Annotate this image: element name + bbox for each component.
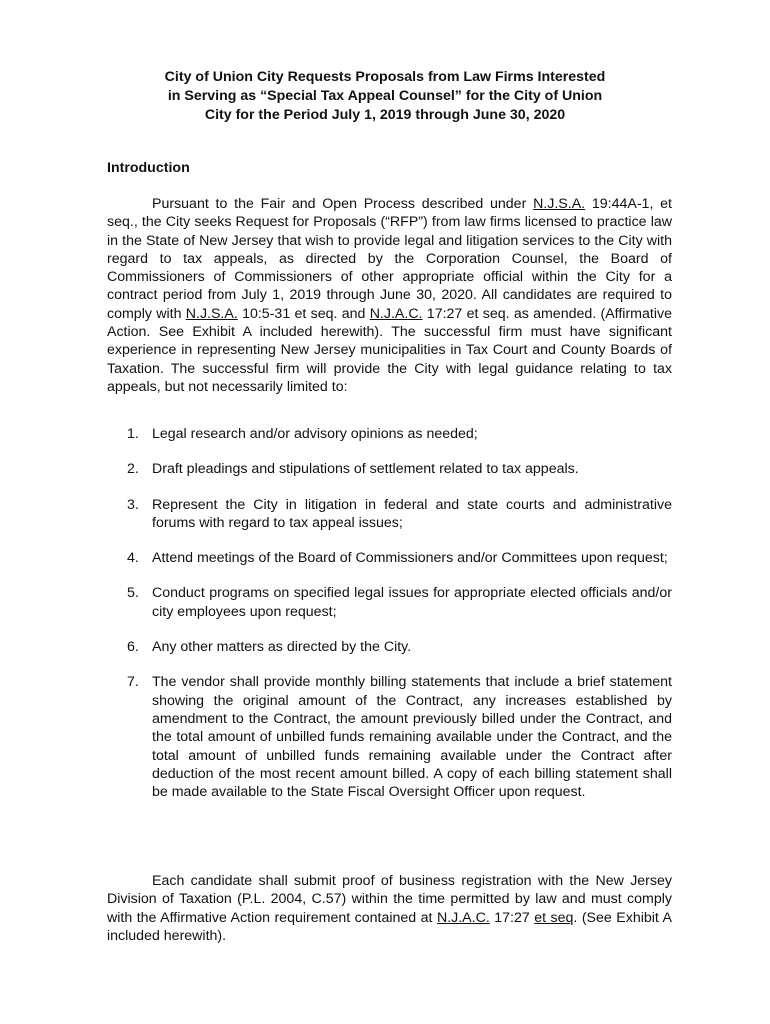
list-item xyxy=(107,638,672,656)
list-item xyxy=(107,460,672,478)
list-item xyxy=(107,673,672,801)
list-item-text: Represent the City in litigation in federal and state courts and administrative forums with regard to tax appeal issues; xyxy=(152,496,672,531)
list-item-text: The vendor shall provide monthly billing statements that include a brief statement showing the original amount of the Contract, any increases established by amendment to the Contract, the amount previously billed under the Contract, and the total amount of unbilled funds remaining available under the Contract, and the total amount of unbilled funds remaining available under the Contract after deduction of the most recent amount billed. A copy of each billing statement shall be made available to the State Fiscal Oversight Officer upon request. xyxy=(152,674,672,801)
title-line-1: City of Union City Requests Proposals from Law Firms Interested xyxy=(164,69,606,85)
closing-text-2: 17:27 xyxy=(489,909,535,926)
list-item-number: 3. xyxy=(127,496,139,513)
list-item xyxy=(107,549,672,567)
list-item-text: Legal research and/or advisory opinions as needed; xyxy=(152,426,478,442)
intro-text-2: 19:44A-1, et seq., the City seeks Request for Proposals (“RFP”) from law firms licensed to practice law in the State of New Jersey that wish to provide legal and litigation services to the City with regard to tax appeals, as directed by the Corporation Counsel, the Board of Commissioners of Commissioners of other appropriate official within the City for a contract period from July 1, 2019 through June 30, 2020. All candidates are required to comply with xyxy=(107,196,672,322)
intro-paragraph xyxy=(107,195,672,396)
closing-text-1: Each candidate shall submit proof of business registration with the New Jersey Division of Taxation (P.L. 2004, C.57) within the time permitted by law and must comply with the Affirmative Action requirement contained at xyxy=(107,873,672,926)
closing-text-3: . (See Exhibit A included herewith). xyxy=(107,909,673,944)
statute-reference: N.J.A.C. xyxy=(369,305,423,322)
list-item xyxy=(107,496,672,533)
list-item-number: 1. xyxy=(127,426,139,442)
closing-paragraph xyxy=(107,872,672,945)
list-item-text: Any other matters as directed by the City. xyxy=(152,639,412,656)
list-item-number: 2. xyxy=(127,461,139,478)
list-item-number: 7. xyxy=(127,674,139,691)
list-item-number: 6. xyxy=(127,639,139,656)
section-heading-introduction: Introduction xyxy=(107,160,190,176)
title-line-3: City for the Period July 1, 2019 through June 30, 2020 xyxy=(204,107,566,123)
list-item-text: Conduct programs on specified legal issues for appropriate elected officials and/or city employees upon request; xyxy=(152,585,672,620)
list-item-text: Attend meetings of the Board of Commissioners and/or Committees upon request; xyxy=(152,550,668,567)
title-line-2: in Serving as “Special Tax Appeal Counsel” for the City of Union xyxy=(167,88,603,104)
services-list xyxy=(107,425,672,818)
statute-reference: N.J.S.A. xyxy=(185,305,238,322)
document-title xyxy=(100,68,670,125)
intro-text-1: Pursuant to the Fair and Open Process described under xyxy=(152,196,534,212)
list-item-number: 4. xyxy=(127,550,139,567)
list-item xyxy=(107,584,672,621)
statute-reference: N.J.S.A. xyxy=(533,196,586,212)
statute-reference: N.J.A.C. xyxy=(436,909,490,926)
list-item-number: 5. xyxy=(127,585,139,602)
intro-text-4: 17:27 et seq. as amended. (Affirmative Action. See Exhibit A included herewith). The successful firm must have significant experience in representing New Jersey municipalities in Tax Court and County Boards of Taxation. The successful firm will provide the City with legal guidance relating to tax appeals, but not necessarily limited to: xyxy=(107,305,672,395)
intro-text-3: 10:5-31 et seq. and xyxy=(237,305,370,322)
list-item xyxy=(107,425,672,443)
list-item-text: Draft pleadings and stipulations of settlement related to tax appeals. xyxy=(152,461,579,478)
statute-reference: et seq xyxy=(534,909,574,926)
